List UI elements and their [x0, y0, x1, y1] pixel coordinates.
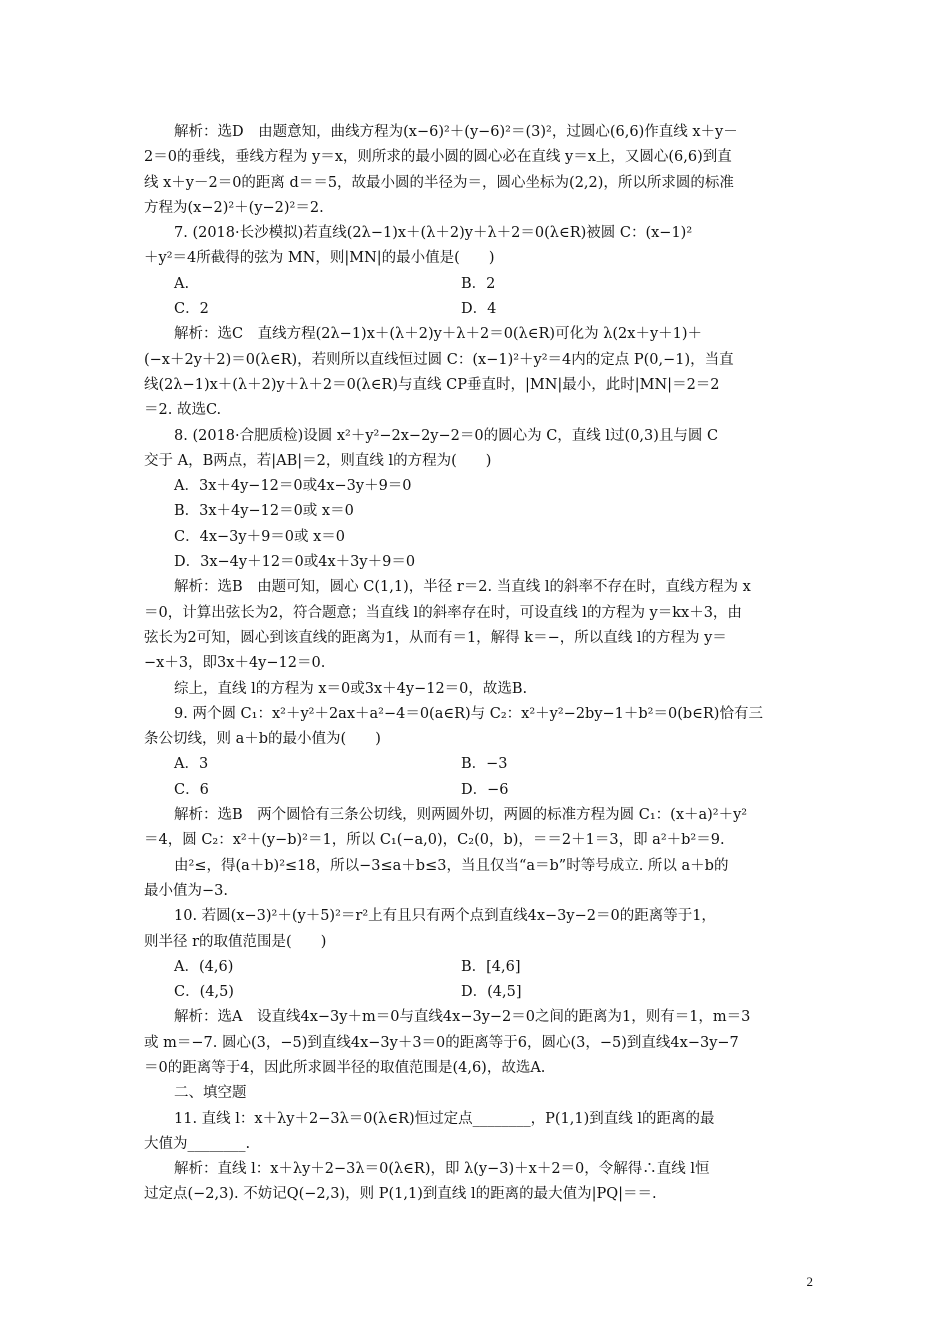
option-item: D．−6	[461, 781, 509, 798]
options-row	[144, 955, 808, 980]
text-line: 由²≤，得(a＋b)²≤18，所以−3≤a＋b≤3，当且仅当“a＝b”时等号成立. 所以 a＋b的	[174, 857, 729, 874]
options-row	[144, 980, 808, 1005]
question-7: 7. (2018·长沙模拟)若直线(2λ−1)x＋(λ＋2)y＋λ＋2＝0(λ∈R)被圆 C：(x−1)²	[174, 225, 693, 242]
text-line: ＋y²＝4所截得的弦为 MN，则|MN|的最小值是( )	[144, 250, 495, 267]
text-line: 解析：选B 由题可知，圆心 C(1,1)，半径 r＝2. 当直线 l的斜率不存在时，直线方程为 x	[174, 579, 751, 596]
question-8: 8. (2018·合肥质检)设圆 x²＋y²−2x−2y−2＝0的圆心为 C，直线 l过(0,3)且与圆 C	[174, 427, 719, 444]
text-line: 则半径 r的取值范围是( )	[144, 933, 327, 950]
text-line: 解析：直线 l：x＋λy＋2−3λ＝0(λ∈R)，即 λ(y−3)＋x＋2＝0，令解得∴直线 l恒	[174, 1161, 710, 1178]
text-line: ＝0的距离等于4，因此所求圆半径的取值范围是(4,6)，故选A.	[144, 1059, 546, 1076]
text-line: ＝0，计算出弦长为2，符合题意；当直线 l的斜率存在时，可设直线 l的方程为 y＝kx＋3，由	[144, 604, 742, 621]
option-item: A．3	[174, 756, 209, 773]
text-line: 解析：选D 由题意知，曲线方程为(x−6)²＋(y−6)²＝(3)²，过圆心(6,6)作直线 x＋y－	[174, 124, 738, 140]
text-line: 综上，直线 l的方程为 x＝0或3x＋4y−12＝0，故选B.	[174, 680, 528, 697]
question-11: 11. 直线 l：x＋λy＋2−3λ＝0(λ∈R)恒过定点________，P(1,1)到直线 l的距离的最	[174, 1110, 715, 1127]
text-line: 方程为(x−2)²＋(y−2)²＝2.	[144, 199, 324, 216]
page-number: 2	[806, 1274, 813, 1289]
options-row	[144, 752, 808, 777]
text-line: 或 m＝−7. 圆心(3，−5)到直线4x−3y＋3＝0的距离等于6，圆心(3，−5)到直线4x−3y−7	[144, 1034, 739, 1051]
text-line: 条公切线，则 a＋b的最小值为( )	[144, 731, 381, 748]
option-item: A.	[174, 275, 204, 292]
option-item: B．−3	[461, 756, 508, 773]
option-item: D．(4,5]	[461, 984, 522, 1001]
text-line: 最小值为−3.	[144, 882, 228, 899]
option-item: C．(4,5)	[174, 984, 234, 1001]
options-row	[144, 778, 808, 803]
text-line: 解析：选B 两个圆恰有三条公切线，则两圆外切，两圆的标准方程为圆 C₁：(x＋a)²＋y²	[174, 807, 748, 824]
text-line: ＝2. 故选C.	[144, 402, 222, 419]
option-a: A．3x＋4y−12＝0或4x−3y＋9＝0	[174, 478, 412, 495]
text-line: ＝4，圆 C₂：x²＋(y−b)²＝1，所以 C₁(−a,0)，C₂(0，b)，＝＝2＋1＝3，即 a²＋b²＝9.	[144, 832, 725, 849]
option-item: A．(4,6)	[174, 958, 234, 975]
option-item: D．4	[461, 301, 497, 318]
text-line: 大值为________.	[144, 1135, 251, 1152]
option-item: C．6	[174, 781, 209, 798]
question-10: 10. 若圆(x−3)²＋(y＋5)²＝r²上有且只有两个点到直线4x−3y−2＝0的距离等于1，	[174, 908, 716, 925]
section-heading: 二、填空题	[174, 1085, 247, 1102]
text-line: 线 x＋y－2＝0的距离 d＝＝5，故最小圆的半径为＝，圆心坐标为(2,2)，所以所求圆的标准	[144, 174, 734, 191]
page-content	[144, 120, 808, 1208]
text-line: (−x＋2y＋2)＝0(λ∈R)，若则所以直线恒过圆 C：(x−1)²＋y²＝4内的定点 P(0,−1)，当直	[144, 351, 734, 368]
text-line: 过定点(−2,3). 不妨记Q(−2,3)，则 P(1,1)到直线 l的距离的最大值为|PQ|＝＝.	[144, 1186, 657, 1203]
option-item: C．2	[174, 301, 209, 318]
question-9: 9. 两个圆 C₁：x²＋y²＋2ax＋a²−4＝0(a∈R)与 C₂：x²＋y²−2by−1＋b²＝0(b∈R)恰有三	[174, 705, 763, 722]
text-line: 解析：选C 直线方程(2λ−1)x＋(λ＋2)y＋λ＋2＝0(λ∈R)可化为 λ(2x＋y＋1)＋	[174, 326, 703, 343]
text-line: −x＋3，即3x＋4y−12＝0.	[144, 655, 326, 672]
text-line: 2＝0的垂线，垂线方程为 y＝x，则所求的最小圆的圆心必在直线 y＝x上，又圆心(6,6)到直	[144, 149, 732, 166]
option-item: B．2	[461, 275, 496, 292]
option-b: B．3x＋4y−12＝0或 x＝0	[174, 503, 354, 520]
text-line: 交于 A，B两点，若|AB|＝2，则直线 l的方程为( )	[144, 452, 492, 469]
options-row	[144, 272, 808, 297]
text-line: 解析：选A 设直线4x−3y＋m＝0与直线4x−3y−2＝0之间的距离为1，则有＝1，m＝3	[174, 1009, 751, 1026]
option-c: C．4x−3y＋9＝0或 x＝0	[174, 528, 346, 545]
options-row	[144, 297, 808, 322]
text-line: 线(2λ−1)x＋(λ＋2)y＋λ＋2＝0(λ∈R)与直线 CP垂直时，|MN|最小，此时|MN|＝2＝2	[144, 376, 720, 393]
option-item: B．[4,6]	[461, 958, 521, 975]
option-d: D．3x−4y＋12＝0或4x＋3y＋9＝0	[174, 554, 416, 571]
text-line: 弦长为2可知，圆心到该直线的距离为1，从而有＝1，解得 k＝−，所以直线 l的方程为 y＝	[144, 629, 727, 646]
